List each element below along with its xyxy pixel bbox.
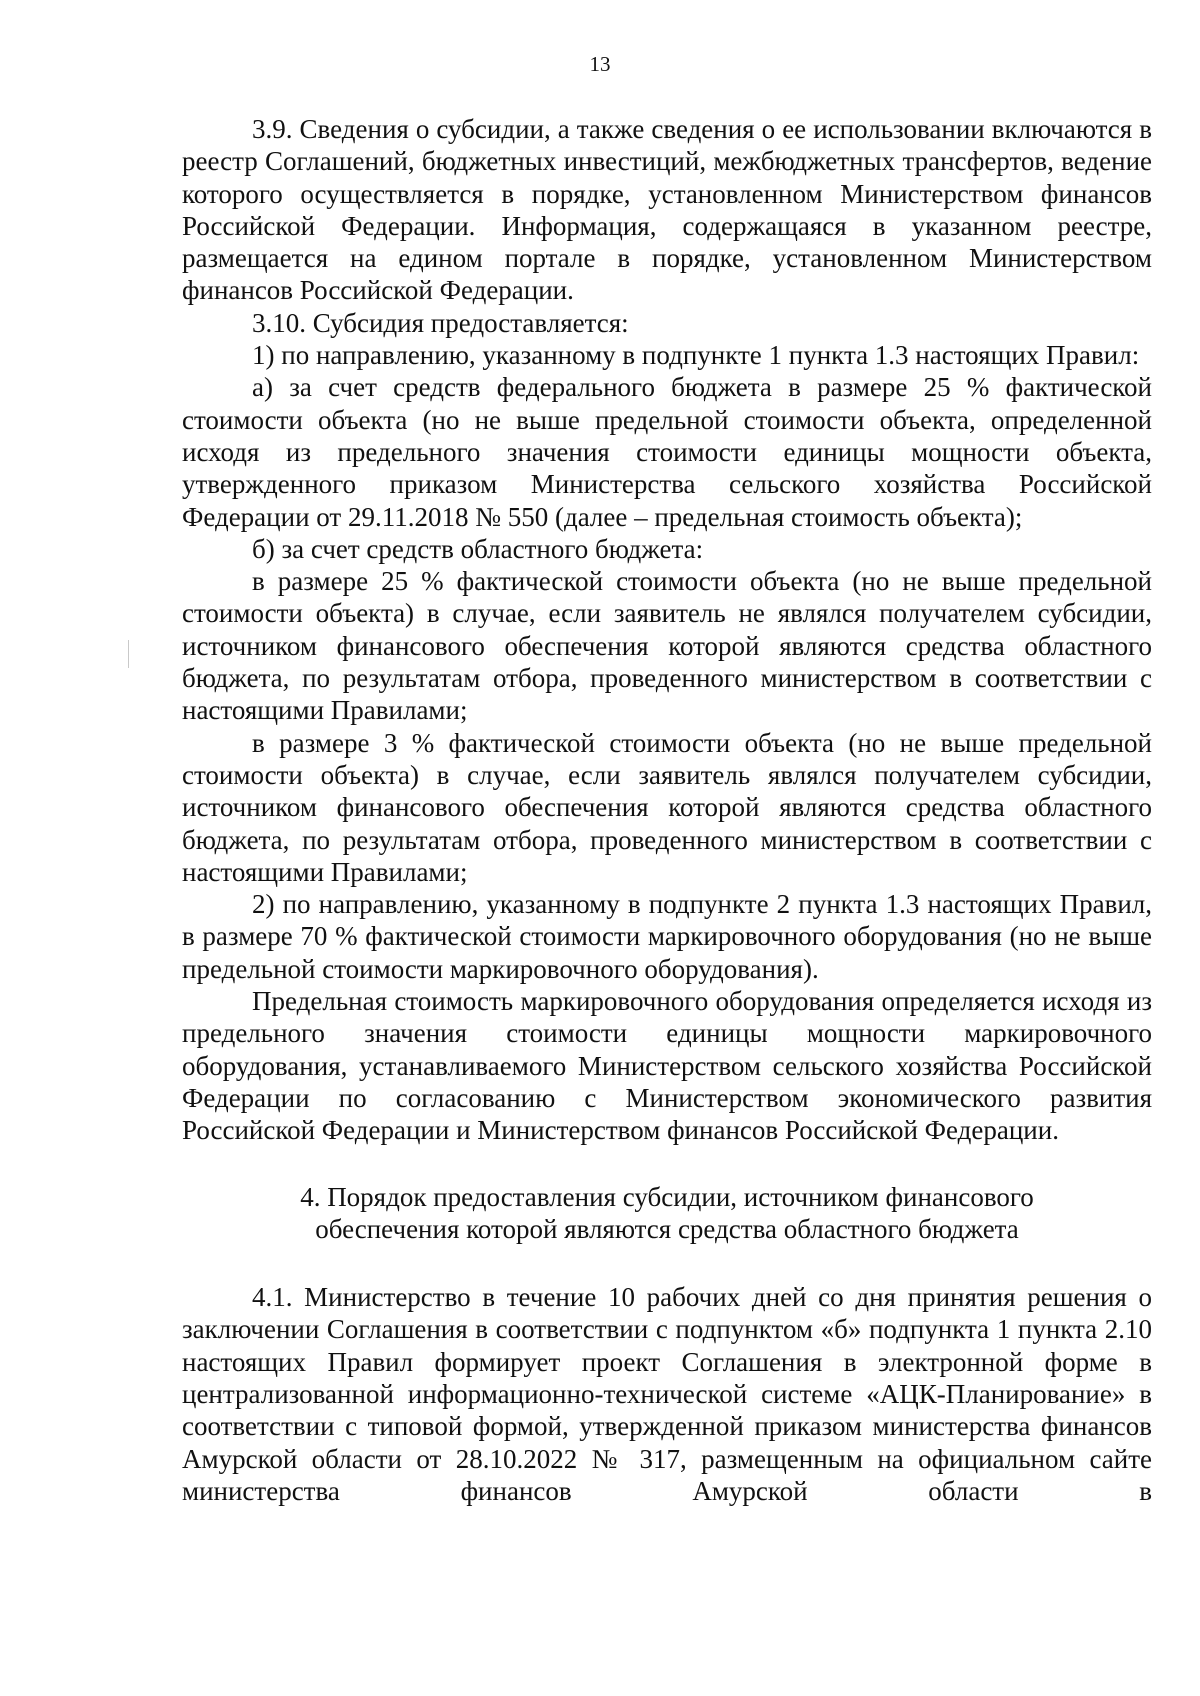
scan-artifact <box>128 640 129 668</box>
paragraph-limit-cost: Предельная стоимость маркировочного оборудования определяется исходя из предельного значения стоимости единицы мощности маркировочного оборудования, устанавливаемого Министерством сельского хозяйства Российской Федерации по согласованию с Министерством экономического развития Российской Федерации и Министерством финансов Российской Федерации. <box>182 986 1152 1146</box>
paragraph-4-1: 4.1. Министерство в течение 10 рабочих дней со дня принятия решения о заключении Соглашения в соответствии с подпунктом «б» подпункта 1 пункта 2.10 настоящих Правил формирует проект Соглашения в электронной форме в централизованной информационно-технической системе «АЦК-Планирование» в соответствии с типовой формой, утвержденной приказом министерства финансов Амурской области от 28.10.2022 № 317, размещенным на официальном сайте министерства финансов Амурской области в <box>182 1282 1152 1506</box>
list-item-1-b-first: в размере 25 % фактической стоимости объекта (но не выше предельной стоимости объекта) в случае, если заявитель не являлся получателем субсидии, источником финансового обеспечения которой являются средства областного бюджета, по результатам отбора, проведенного министерством в соответствии с настоящими Правилами; <box>182 566 1152 726</box>
list-item-1: 1) по направлению, указанному в подпункте 1 пункта 1.3 настоящих Правил: <box>252 340 1140 371</box>
list-item-2: 2) по направлению, указанному в подпункте 2 пункта 1.3 настоящих Правил, в размере 70 % фактической стоимости маркировочного оборудования (но не выше предельной стоимости маркировочного оборудования). <box>182 889 1152 984</box>
paragraph-3-9: 3.9. Сведения о субсидии, а также сведения о ее использовании включаются в реестр Соглашений, бюджетных инвестиций, межбюджетных трансфертов, ведение которого осуществляется в порядке, установленном Министерством финансов Российской Федерации. Информация, содержащаяся в указанном реестре, размещается на едином портале в порядке, установленном Министерством финансов Российской Федерации. <box>182 114 1152 306</box>
section-4-heading <box>182 1181 1152 1246</box>
section-4-heading-line-2: обеспечения которой являются средства областного бюджета <box>315 1213 1019 1244</box>
list-item-1-a: а) за счет средств федерального бюджета в размере 25 % фактической стоимости объекта (но не выше предельной стоимости объекта, определенной исходя из предельного значения стоимости единицы мощности объекта, утвержденного приказом Министерства сельского хозяйства Российской Федерации от 29.11.2018 № 550 (далее – предельная стоимость объекта); <box>182 372 1152 532</box>
page-number: 13 <box>589 52 611 76</box>
paragraph-3-10: 3.10. Субсидия предоставляется: <box>252 307 629 338</box>
spacer <box>182 1147 1152 1181</box>
list-item-1-b-second: в размере 3 % фактической стоимости объекта (но не выше предельной стоимости объекта) в случае, если заявитель являлся получателем субсидии, источником финансового обеспечения которой являются средства областного бюджета, по результатам отбора, проведенного министерством в соответствии с настоящими Правилами; <box>182 727 1152 887</box>
spacer <box>182 1245 1152 1281</box>
list-item-1-b: б) за счет средств областного бюджета: <box>252 533 704 564</box>
section-4-heading-line-1: 4. Порядок предоставления субсидии, источником финансового <box>300 1181 1034 1212</box>
document-body <box>182 113 1152 1507</box>
